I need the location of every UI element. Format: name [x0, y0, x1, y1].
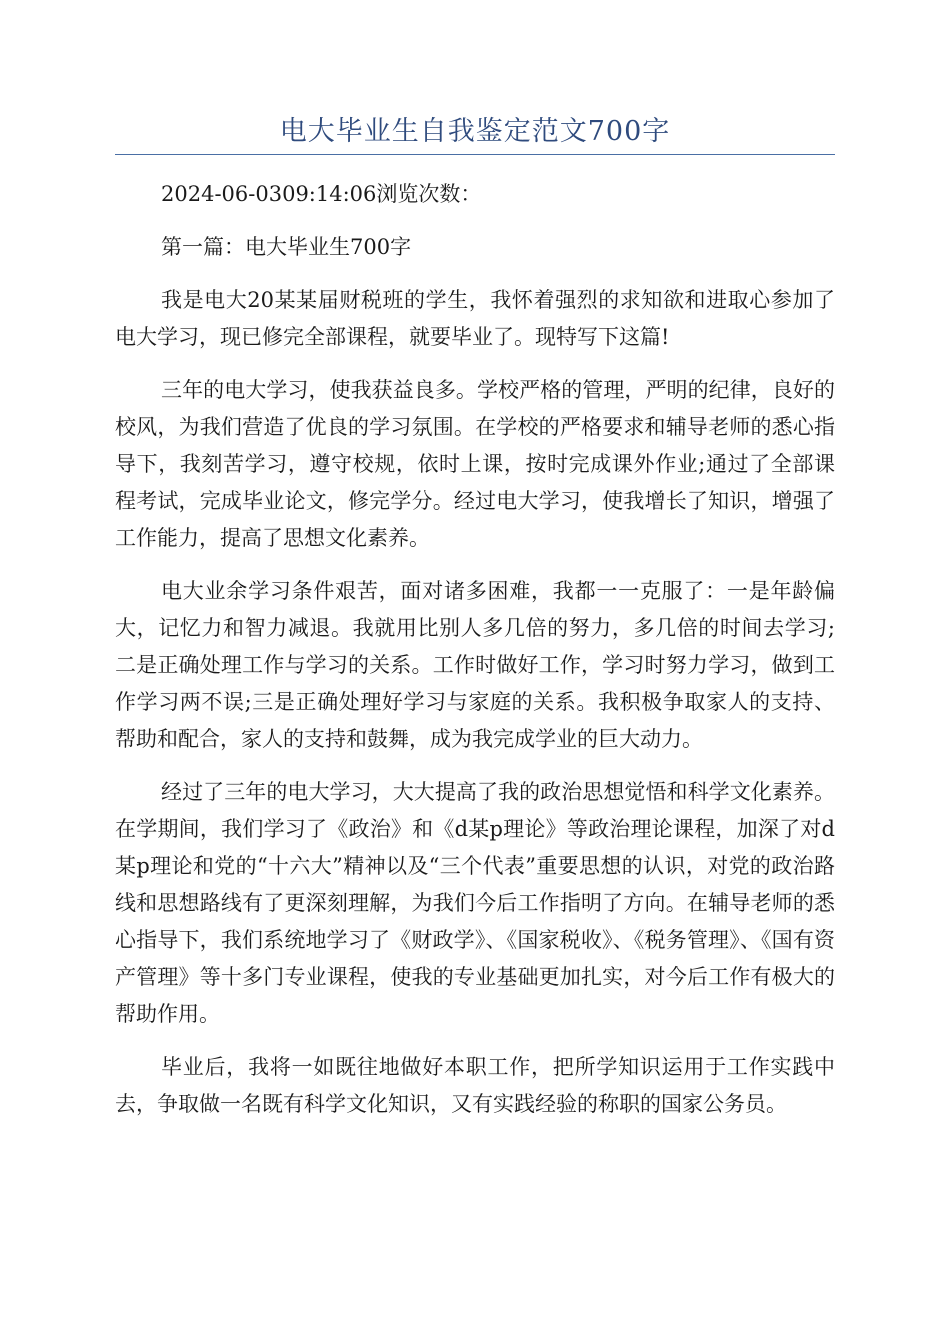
- paragraph-5: 毕业后，我将一如既往地做好本职工作，把所学知识运用于工作实践中去，争取做一名既有科学文化知识，又有实践经验的称职的国家公务员。: [115, 1055, 835, 1116]
- paragraph-2: 三年的电大学习，使我获益良多。学校严格的管理，严明的纪律，良好的校风，为我们营造了优良的学习氛围。在学校的严格要求和辅导老师的悉心指导下，我刻苦学习，遵守校规，依时上课，按时完成课外作业;通过了全部课程考试，完成毕业论文，修完学分。经过电大学习，使我增长了知识，增强了工作能力，提高了思想文化素养。: [115, 378, 835, 550]
- paragraph-1: 我是电大20某某届财税班的学生，我怀着强烈的求知欲和进取心参加了电大学习，现已修完全部课程，就要毕业了。现特写下这篇!: [115, 288, 835, 349]
- title-divider: [115, 154, 835, 155]
- document-title: 电大毕业生自我鉴定范文700字: [279, 116, 671, 147]
- document-body: [115, 176, 835, 1139]
- meta-line: 2024-06-0309:14:06浏览次数：: [161, 182, 482, 206]
- paragraph-3: 电大业余学习条件艰苦，面对诸多困难，我都一一克服了：一是年龄偏大，记忆力和智力减退。我就用比别人多几倍的努力，多几倍的时间去学习;二是正确处理工作与学习的关系。工作时做好工作，学习时努力学习，做到工作学习两不误;三是正确处理好学习与家庭的关系。我积极争取家人的支持、帮助和配合，家人的支持和鼓舞，成为我完成学业的巨大动力。: [115, 579, 835, 751]
- section-heading: 第一篇：电大毕业生700字: [161, 235, 412, 259]
- paragraph-4: 经过了三年的电大学习，大大提高了我的政治思想觉悟和科学文化素养。在学期间，我们学习了《政治》和《d某p理论》等政治理论课程，加深了对d某p理论和党的“十六大”精神以及“三个代表”重要思想的认识，对党的政治路线和思想路线有了更深刻理解，为我们今后工作指明了方向。在辅导老师的悉心指导下，我们系统地学习了《财政学》、《国家税收》、《税务管理》、《国有资产管理》等十多门专业课程，使我的专业基础更加扎实，对今后工作有极大的帮助作用。: [115, 780, 835, 1026]
